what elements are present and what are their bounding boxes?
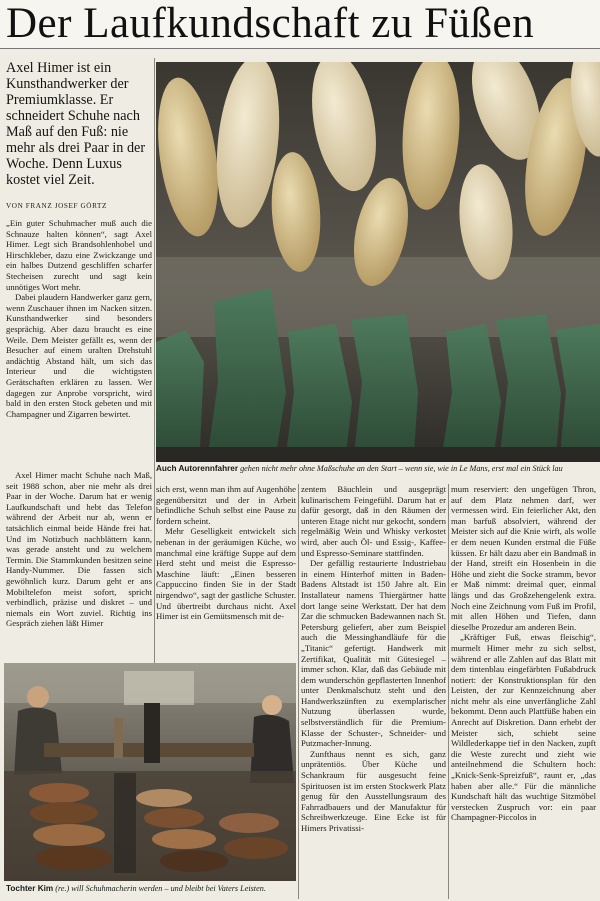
article-lead: Axel Himer ist ein Kunsthandwerker der Premiumklasse. Er schneidert Schuhe nach Maß auf den Fuß: nie mehr als drei Paar in der Woche. Denn Luxus kostet viel Zeit. [6,60,146,188]
column-rule [154,58,155,664]
photo-caption-bottom [6,884,298,894]
photo-caption-top [156,464,600,474]
caption-text: gehen nicht mehr ohne Maßschuhe an den Start – wenn sie, wie in Le Mans, erst mal ein Stück lau [240,464,563,473]
paragraph: „Ein guter Schuhmacher muß auch die Schnauze halten können“, sagt Axel Himer. Legt sich Brandsohlenhobel und Hirschkleber, dazu eine Zwickzange und ein halbes Dutzend geschliffen scharfer Stecheisen zurecht und sagt kein unnötiges Wort mehr. [6,218,152,292]
paragraph: Zunfthaus nennt es sich, ganz unprätentiös. Über Küche und Schankraum für ausgesucht feine Spirituosen ist im ersten Stockwerk Platz genug für den Ausstellungsraum des Fahrradbauers und der Manufaktur für Schreibwerkzeuge. Eine Ecke ist für Himers Privatissi- [301,748,446,833]
caption-lead: Auch Autorennfahrer [156,464,239,473]
body-column-2 [156,484,296,622]
paragraph: Der gefällig restaurierte Industriebau in einem Hinterhof mitten in Baden-Badens Altstadt ist 150 Jahre alt. Ein Installateur namens Thiergärtner hatte dort lange seine Werkstatt. Der hat dem Zar die schmucken Badewannen nach St. Petersburg geliefert, aber zum Beispiel auch die Messinghandläufe für die „Titanic“ gefertigt. Handwerk mit Zertifikat, Qualität mit Gütesiegel – immer schon. Klar, daß das Gebäude mit dem wunderschön gepflasterten Innenhof unter Denkmalschutz steht und den Handwerkszünften zu exemplarischer Nutzung überlassen wurde, selbstverständlich für die Premium-Klasse der Schuster-, Schneider- und Putzmacher-Innung. [301,558,446,749]
paragraph: zentem Bäuchlein und ausgeprägt kulinarischem Feingefühl. Darum hat er dafür gesorgt, daß in den Räumen der unteren Etage nicht nur gekocht, sondern regelmäßig Wein und Whisky verkostet wird, aber auch Öl- und Essig-, Kaffee- und Espresso-Seminare stattfinden. [301,484,446,558]
article-byline: VON FRANZ JOSEF GÖRTZ [6,202,108,210]
paragraph: sich erst, wenn man ihm auf Augenhöhe gegenübersitzt und der in Arbeit befindliche Schuh selbst eine Pause zu fordern scheint. [156,484,296,526]
photo-shoe-lasts [156,62,600,462]
paragraph: mum reserviert: den ungefügen Thron, auf dem Platz nehmen darf, wer vermessen wird. Ein feierlicher Akt, den man barfuß absolviert, während der Meister sich auf die Knie wirft, als wolle er dem neuen Kunden erstmal die Füße küssen. Er hält dazu aber ein Bandmaß in der Hand, streift ein Hosenbein in die Höhe und zieht die Socke stramm, bevor er Maß nimmt: dreimal quer, einmal längs und das Großzehengelenk extra. Noch eine Zeichnung vom Fuß im Profil, mit allen Höhen und Tiefen, dann dieselbe Prozedur am anderen Bein. [451,484,596,632]
paragraph: Mehr Geselligkeit entwickelt sich nebenan in der geräumigen Küche, wo manchmal eine kräftige Suppe auf dem Herd steht und meist die Espresso-Maschine läuft: „Einen besseren Cappuccino finden Sie in der Stadt nirgendwo“, sagt der gastliche Schuster. Und übertreibt durchaus nicht. Axel Himer ist ein Gemütsmensch mit de- [156,526,296,622]
paragraph: „Kräftiger Fuß, etwas fleischig“, murmelt Himer mehr zu sich selbst, während er alle Zahlen auf das Blatt mit dem tintenblau eingefärbten Fußabdruck notiert: der Konstruktionsplan für den Leisten, der zur Kennzeichnung aber nicht mehr als eine unverfängliche Zahl bekommt. Denn auch Plattfüße haben ein Anrecht auf Diskretion. Dann erhebt der Meister sich, schiebt seine Wildlederkappe tief in den Nacken, zupft die Weste zurecht und zieht wie anteilnehmend die Schultern hoch: „Knick-Senk-Spreizfuß“, raunt er, „das haben aber alle.“ Für die männliche Kundschaft hält das wuchtige Sitzmöbel verstecken Zuspruch vor: ein paar Champagner-Piccolos in [451,632,596,823]
body-column-1-continued [6,470,152,629]
caption-lead: Tochter Kim [6,884,54,893]
body-column-3 [301,484,446,834]
column-rule [298,484,299,899]
photo-workshop [4,663,296,881]
column-rule [448,484,449,899]
body-column-1 [6,218,152,419]
paragraph: Dabei plaudern Handwerker ganz gern, wenn Zuschauer ihnen im Nacken sitzen. Kunsthandwerker sind besonders gesprächig. Aber dazu braucht es eine Weile. Dem Meister gefällt es, wenn der Besucher auf einem uralten Drehstuhl andächtig Abstand hält, um sich das Interieur und die wichtigsten Gerätschaften erklären zu lassen. Wer dagegen zur Anprobe vorspricht, wird bald in den ersten Stock gebeten und mit Champagner und Zigarren bewirtet. [6,292,152,419]
article-headline: Der Laufkundschaft zu Füßen [6,0,535,47]
paragraph: Axel Himer macht Schuhe nach Maß, seit 1988 schon, aber nie mehr als drei Paar in der Woche. Darum hat er wenig Laufkundschaft und hebt das Telefon während der Arbeit nur ab, wenn er tatsächlich einmal beide Hände frei hat. Und im Notizbuch nachblättern kann, was gerade ansteht und zu welchem Termin. Die Stammkunden besitzen seine Handy-Nummer. Die fassen sich gewöhnlich kurz. Darum geht er ans Mobiltelefon meist sofort, spricht verbindlich, präzise und diskret – und niemals ein Wort zuviel. Richtig ins Gespräch ziehen läßt Himer [6,470,152,629]
body-column-4 [451,484,596,823]
caption-text: (re.) will Schuhmacherin werden – und bleibt bei Vaters Leisten. [55,884,266,893]
